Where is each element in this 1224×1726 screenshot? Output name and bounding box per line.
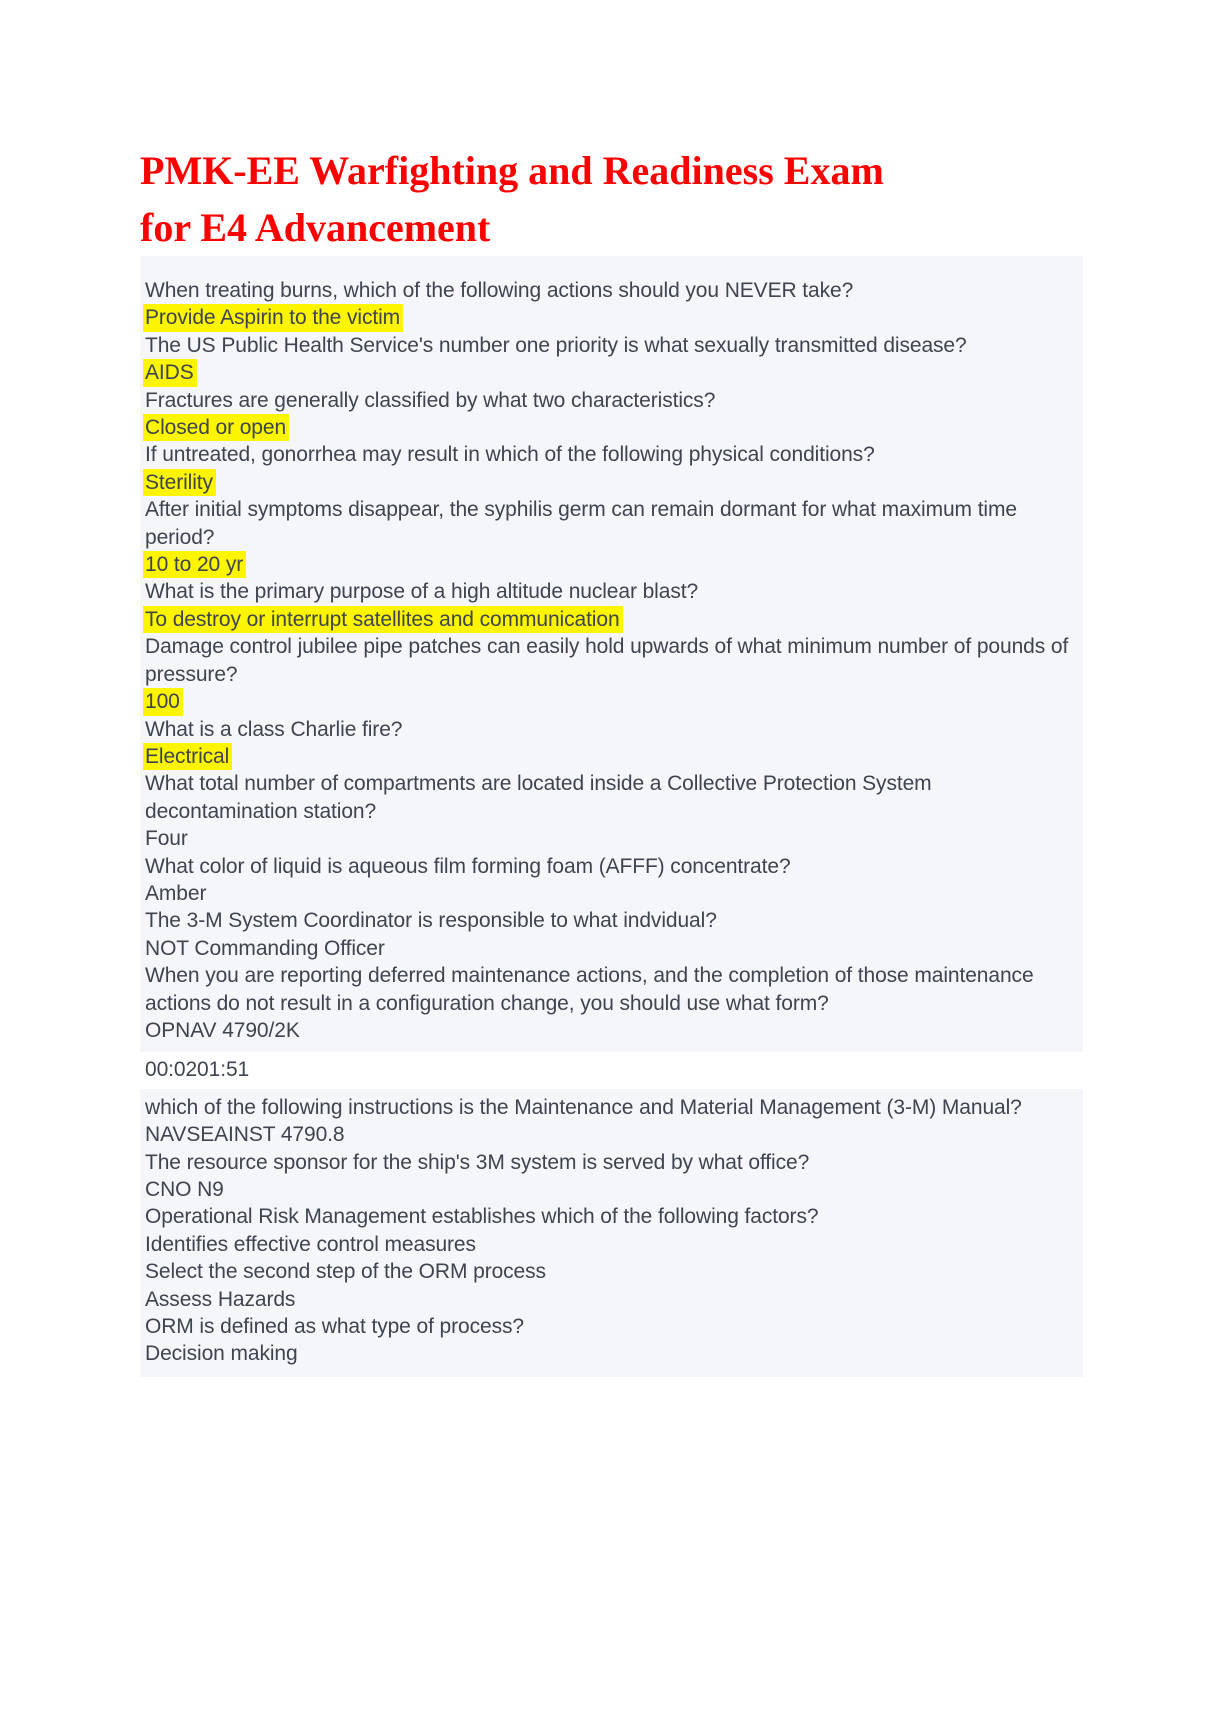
answer-text: Assess Hazards [145,1287,296,1311]
answer-text [145,469,1071,496]
answer-text: Decision making [145,1342,298,1366]
document-page [0,142,1224,1726]
answer-text [145,359,1071,386]
highlighted-answer: AIDS [143,359,197,386]
question-text: which of the following instructions is the Maintenance and Material Management (3-M) Manual? [145,1095,1022,1119]
question-text: When you are reporting deferred maintenance actions, and the completion of those maintenance actions do not result in a configuration change, you should use what form? [145,964,1040,1015]
highlighted-answer: To destroy or interrupt satellites and communication [143,606,623,633]
question-text: Operational Risk Management establishes which of the following factors? [145,1205,819,1229]
highlighted-answer: 10 to 20 yr [143,551,246,578]
answer-text: NAVSEAINST 4790.8 [145,1123,345,1147]
page-title-line-1: PMK-EE Warfighting and Readiness Exam [140,148,884,193]
question-text: When treating burns, which of the following actions should you NEVER take? [145,279,854,302]
question-text: If untreated, gonorrhea may result in which of the following physical conditions? [145,443,875,467]
answer-text [145,688,1071,715]
answer-text [145,551,1071,578]
highlighted-answer: Sterility [143,469,216,496]
question-text: The US Public Health Service's number one priority is what sexually transmitted disease? [145,333,967,357]
answer-text [145,606,1071,633]
question-text: Damage control jubilee pipe patches can easily hold upwards of what minimum number of pounds of pressure? [145,635,1074,686]
question-text: What is a class Charlie fire? [145,717,403,741]
qa-block-2 [140,1089,1083,1377]
answer-text [145,304,1071,331]
question-text: ORM is defined as what type of process? [145,1315,524,1339]
highlighted-answer: Closed or open [143,414,289,441]
answer-text: CNO N9 [145,1178,224,1201]
answer-text: NOT Commanding Officer [145,936,385,960]
answer-text: Four [145,827,188,851]
question-text: The resource sponsor for the ship's 3M system is served by what office? [145,1150,810,1174]
answer-text [145,743,1071,770]
question-text: What is the primary purpose of a high altitude nuclear blast? [145,580,699,604]
timestamp: 00:0201:51 [145,1058,250,1082]
answer-text: Amber [145,881,207,905]
question-text: After initial symptoms disappear, the syphilis germ can remain dormant for what maximum time period? [145,498,1023,549]
answer-text: Identifies effective control measures [145,1232,476,1256]
answer-text [145,414,1071,441]
question-text: Fractures are generally classified by what two characteristics? [145,388,716,412]
page-title [140,142,1100,256]
highlighted-answer: Provide Aspirin to the victim [143,304,403,331]
highlighted-answer: Electrical [143,743,232,770]
page-title-line-2: for E4 Advancement [140,205,491,250]
question-text: What color of liquid is aqueous film forming foam (AFFF) concentrate? [145,854,791,878]
question-text: Select the second step of the ORM process [145,1260,546,1284]
answer-text: OPNAV 4790/2K [145,1018,300,1042]
highlighted-answer: 100 [143,688,183,715]
qa-block-1 [140,256,1083,1052]
question-text: The 3-M System Coordinator is responsible to what indvidual? [145,909,717,933]
question-text: What total number of compartments are located inside a Collective Protection System decontamination station? [145,772,938,823]
